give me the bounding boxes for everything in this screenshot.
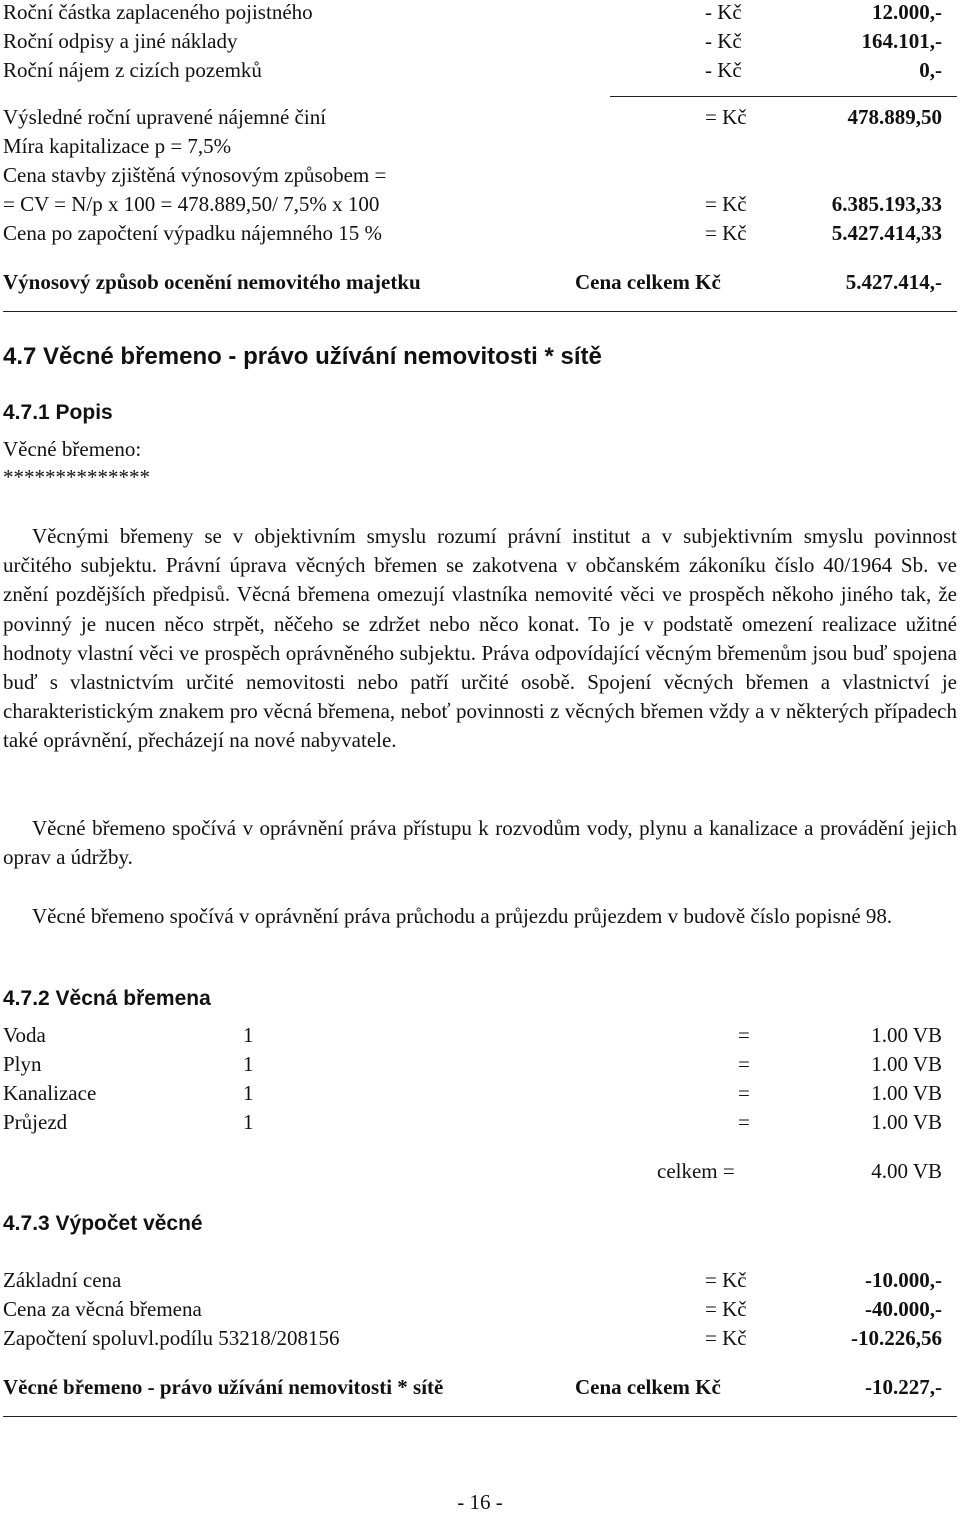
sum-divider — [610, 96, 957, 97]
calc-value: 12.000,- — [872, 0, 942, 24]
calc-label: Započtení spoluvl.podílu 53218/208156 — [3, 1326, 340, 1350]
calc-row — [3, 0, 942, 26]
calc-label: Roční částka zaplaceného pojistného — [3, 0, 313, 24]
easement-value: 1.00 VB — [871, 1023, 942, 1047]
net-rent-row — [3, 103, 942, 131]
calc-row — [3, 1295, 942, 1323]
calc-currency: = Kč — [705, 1326, 747, 1350]
easement-name: Kanalizace — [3, 1081, 97, 1105]
easement-item-row — [3, 1021, 942, 1049]
cv-formula-currency: = Kč — [705, 192, 747, 216]
income-total-row — [3, 268, 942, 296]
easement-value: 1.00 VB — [871, 1081, 942, 1105]
after-vacancy-value: 5.427.414,33 — [831, 221, 942, 245]
income-total-value: 5.427.414,- — [845, 270, 942, 294]
net-rent-currency: = Kč — [705, 105, 747, 129]
calc-value: 164.101,- — [861, 29, 942, 53]
after-vacancy-label: Cena po započtení výpadku nájemného 15 % — [3, 221, 383, 245]
calc-row — [3, 56, 942, 84]
cv-formula-label: = CV = N/p x 100 = 478.889,50/ 7,5% x 100 — [3, 192, 380, 216]
subsection-title-calculation: 4.7.3 Výpočet věcné — [3, 1212, 203, 1235]
building-price-label: Cena stavby zjištěná výnosovým způsobem = — [3, 163, 387, 187]
easement-calc-total-currency: Cena celkem Kč — [575, 1375, 721, 1399]
after-vacancy-currency: = Kč — [705, 221, 747, 245]
easement-name: Průjezd — [3, 1110, 68, 1134]
calc-currency: = Kč — [705, 1297, 747, 1321]
calc-label: Roční odpisy a jiné náklady — [3, 29, 238, 53]
easement-count: 1 — [243, 1052, 254, 1076]
calc-value: -10.226,56 — [851, 1326, 942, 1350]
easement-equals: = — [738, 1023, 750, 1047]
subsection-title-easements: 4.7.2 Věcná břemena — [3, 987, 211, 1010]
calc-label: Základní cena — [3, 1268, 122, 1292]
calc-label: Cena za věcná břemena — [3, 1297, 202, 1321]
easement-equals: = — [738, 1052, 750, 1076]
easement-calc-total-value: -10.227,- — [865, 1375, 942, 1399]
easement-value: 1.00 VB — [871, 1052, 942, 1076]
calc-value: 0,- — [919, 58, 942, 82]
calc-row — [3, 27, 942, 55]
easement-count: 1 — [243, 1023, 254, 1047]
easement-count: 1 — [243, 1081, 254, 1105]
easement-calc-total-label: Věcné břemeno - právo užívání nemovitosti * sítě — [3, 1375, 444, 1399]
calc-value: -40.000,- — [865, 1297, 942, 1321]
calc-currency: - Kč — [705, 0, 742, 24]
net-rent-value: 478.889,50 — [847, 105, 942, 129]
easement-total-value: 4.00 VB — [871, 1159, 942, 1183]
cv-formula-row — [3, 190, 942, 218]
total-divider — [3, 1416, 957, 1417]
section-title: 4.7 Věcné břemeno - právo užívání nemovitosti * sítě — [3, 343, 602, 370]
cv-formula-value: 6.385.193,33 — [831, 192, 942, 216]
calc-currency: = Kč — [705, 1268, 747, 1292]
subsection-title-popis: 4.7.1 Popis — [3, 401, 113, 424]
easement-name: Voda — [3, 1023, 46, 1047]
net-rent-label: Výsledné roční upravené nájemné činí — [3, 105, 327, 129]
calc-currency: - Kč — [705, 29, 742, 53]
income-total-label: Výnosový způsob ocenění nemovitého majetku — [3, 270, 421, 294]
easement-item-row — [3, 1108, 942, 1136]
easement-stars: ************** — [3, 465, 150, 489]
description-paragraph: Věcnými břemeny se v objektivním smyslu rozumí právní institut a v subjektivním smyslu povinnost určitého subjektu. Právní úprava věcných břemen se zakotvena v občanském zákoníku číslo 40/1964 Sb. ve znění pozdějších předpisů. Věcná břemena omezují vlastníka nemovité věci ve prospěch někoho jiného tak, že povinný je nucen něco strpět, něčeho se zdržet nebo něco konat. To je v podstatě omezení realizace užitné hodnoty vlastní věci ve prospěch oprávněného subjektu. Práva odpovídající věcným břemenům jsou buď spojena buď s vlastnictvím určité nemovitosti nebo patří určité osobě. Spojení věcných břemen a vlastnictví je charakteristickým znakem pro věcná břemena, neboť povinnosti z věcných břemen vždy a v některých případech také oprávnění, přecházejí na nové nabyvatele. — [3, 524, 957, 753]
easement-label: Věcné břemeno: — [3, 437, 142, 461]
easement-total-label: celkem = — [657, 1159, 735, 1183]
income-total-currency: Cena celkem Kč — [575, 270, 721, 294]
page-number: - 16 - — [457, 1490, 503, 1514]
cap-rate-label: Míra kapitalizace p = 7,5% — [3, 134, 232, 158]
easement-count: 1 — [243, 1110, 254, 1134]
calc-label: Roční nájem z cizích pozemků — [3, 58, 262, 82]
easement-name: Plyn — [3, 1052, 42, 1076]
easement-item-row — [3, 1079, 942, 1107]
calc-row — [3, 1324, 942, 1352]
after-vacancy-row — [3, 219, 942, 247]
calc-currency: - Kč — [705, 58, 742, 82]
easement-total-row — [3, 1157, 942, 1185]
passage-paragraph: Věcné břemeno spočívá v oprávnění práva průchodu a průjezdu průjezdem v budově číslo popisné 98. — [32, 904, 893, 928]
easement-equals: = — [738, 1081, 750, 1105]
easement-equals: = — [738, 1110, 750, 1134]
access-paragraph: Věcné břemeno spočívá v oprávnění práva přístupu k rozvodům vody, plynu a kanalizace a provádění jejich oprav a údržby. — [3, 816, 957, 870]
calc-value: -10.000,- — [865, 1268, 942, 1292]
easement-value: 1.00 VB — [871, 1110, 942, 1134]
calc-row — [3, 1266, 942, 1294]
cap-rate-row — [3, 132, 942, 160]
building-price-row — [3, 161, 942, 189]
easement-calc-total-row — [3, 1373, 942, 1401]
total-divider — [3, 311, 957, 312]
easement-item-row — [3, 1050, 942, 1078]
